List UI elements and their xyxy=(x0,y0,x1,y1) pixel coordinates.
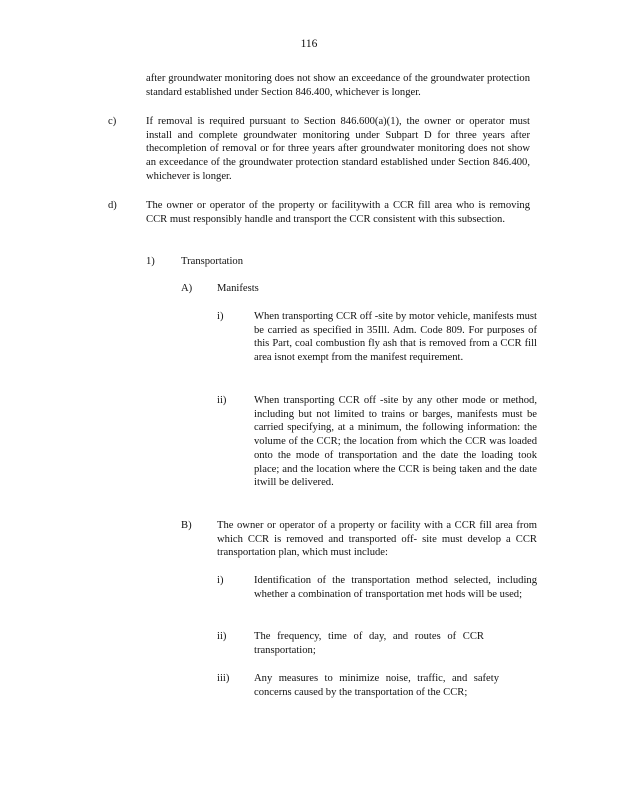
clause-label: i) xyxy=(217,311,224,322)
clause-text: When transporting CCR off -site by any other mode or method, including but not limited to trains or barges, manifests must be carried specifying, at a minimum, the following information: the volume of the CCR; the location from which the CCR was loaded onto the mode of transportation and the date the loading took place; and the location where the CCR is being taken and the date itwill be delivered. xyxy=(254,395,537,489)
subparagraph-label: A) xyxy=(181,283,193,294)
clause-label: iii) xyxy=(217,673,230,684)
subparagraph-text: The owner or operator of a property or facility with a CCR fill area from which CCR is removed and transported off- site must develop a CCR transportation plan, which must include: xyxy=(217,520,537,559)
clause-label: i) xyxy=(217,575,224,586)
paragraph-text: after groundwater monitoring does not show an exceedance of the groundwater protection standard established under Section 846.400, whichever is longer. xyxy=(146,73,530,98)
subsection-text: If removal is required pursuant to Section 846.600(a)(1), the owner or operator must install and complete groundwater monitoring under Subpart D for three years after thecompletion of removal or for three years after groundwater monitoring does not show an exceedance of the groundwater protection standard established under Section 846.400, whichever is longer. xyxy=(146,116,530,182)
paragraph-label: 1) xyxy=(146,256,155,267)
clause-text: Identification of the transportation method selected, including whether a combination of transportation met hods will be used; xyxy=(254,575,537,600)
clause-text: Any measures to minimize noise, traffic, and safety concerns caused by the transportation of the CCR; xyxy=(254,673,499,698)
subparagraph-heading: Manifests xyxy=(217,283,259,294)
clause-label: ii) xyxy=(217,631,227,642)
page-number: 116 xyxy=(300,38,318,50)
subsection-label: c) xyxy=(108,116,117,127)
paragraph-heading: Transportation xyxy=(181,256,243,267)
subsection-label: d) xyxy=(108,200,117,211)
clause-label: ii) xyxy=(217,395,227,406)
subsection-text: The owner or operator of the property or facilitywith a CCR fill area who is removing CCR must responsibly handle and transport the CCR consistent with this subsection. xyxy=(146,200,530,225)
subparagraph-label: B) xyxy=(181,520,192,531)
clause-text: The frequency, time of day, and routes of CCR transportation; xyxy=(254,631,484,656)
clause-text: When transporting CCR off -site by motor vehicle, manifests must be carried as specified in 35Ill. Adm. Code 809. For purposes of this Part, coal combustion fly ash that is removed from a CCR fill area isnot exempt from the manifest requirement. xyxy=(254,311,537,364)
